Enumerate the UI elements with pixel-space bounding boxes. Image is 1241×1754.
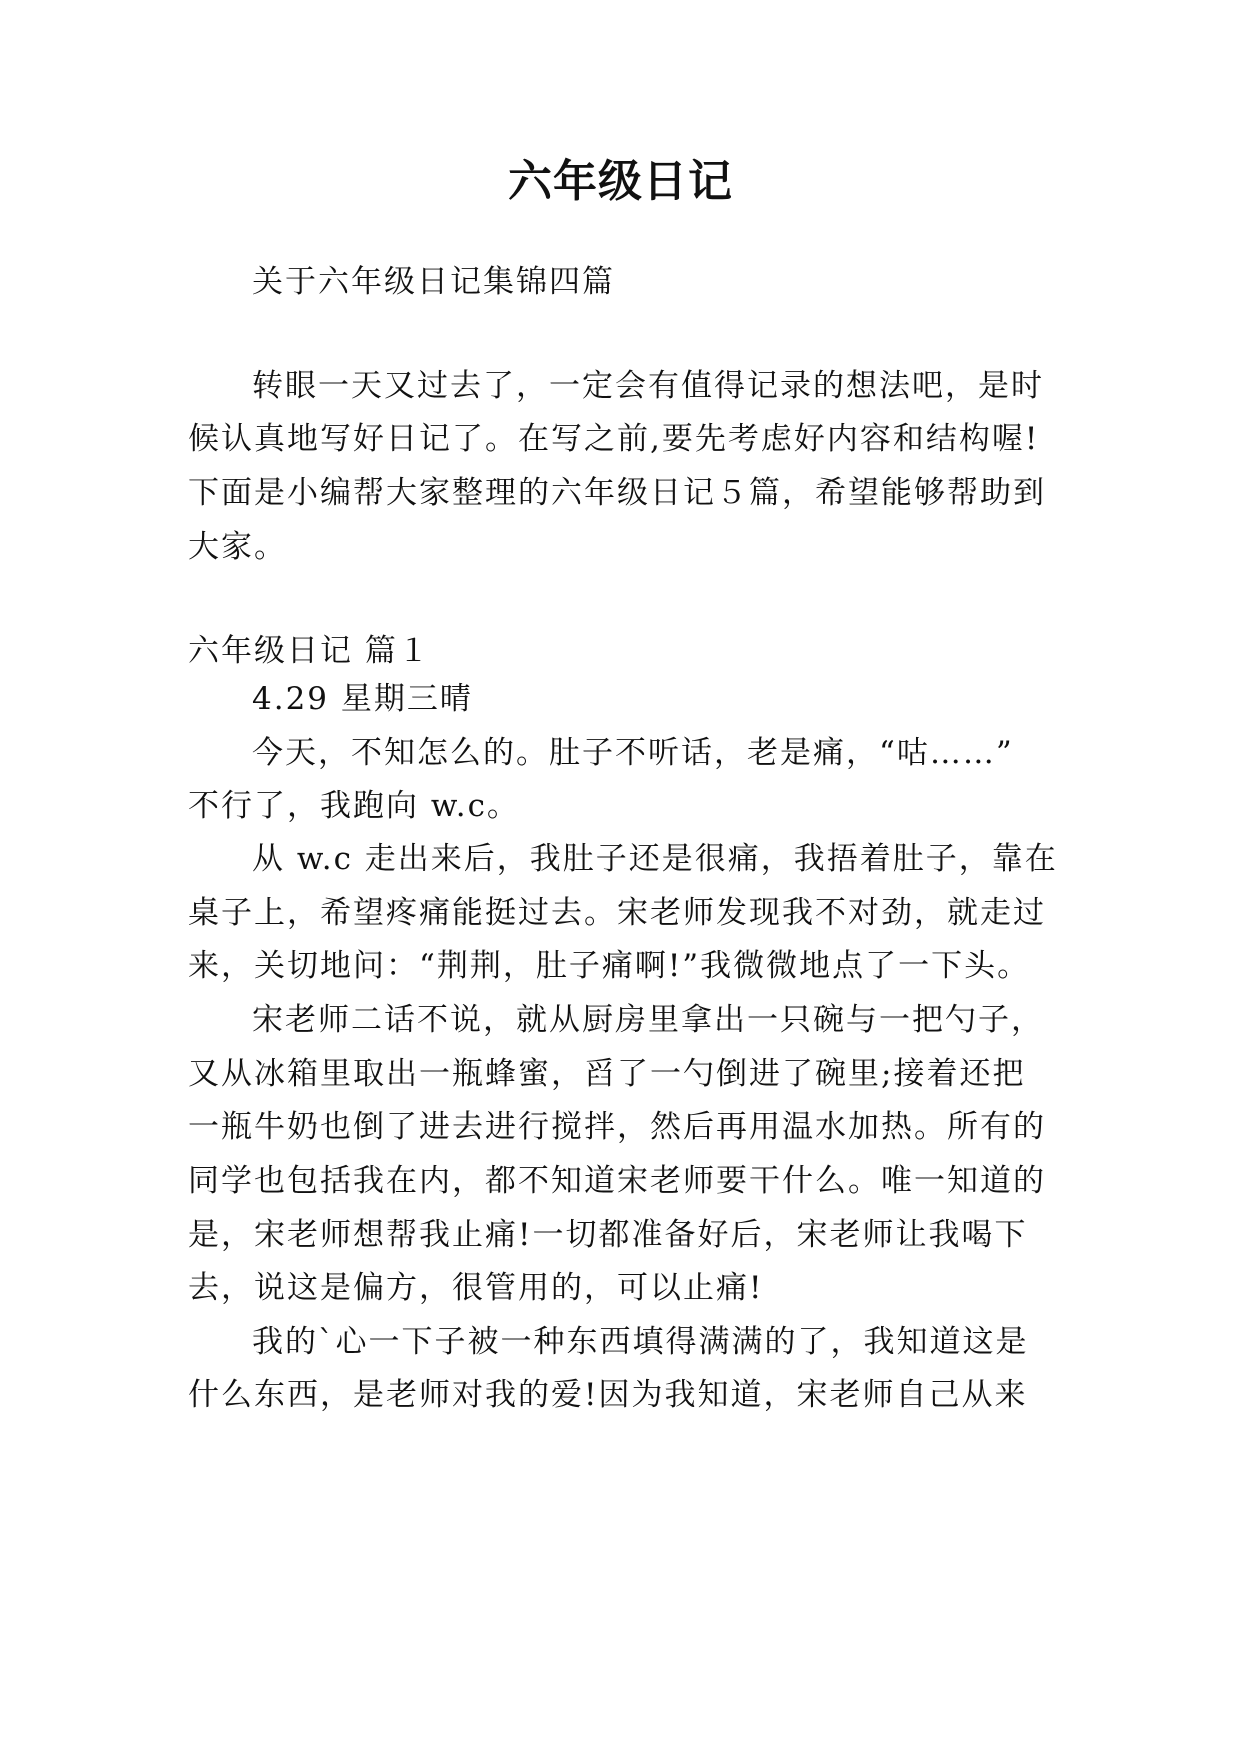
intro-line: 转眼一天又过去了，一定会有值得记录的想法吧，是时 — [252, 368, 1044, 404]
body-line: 从 w.c 走出来后，我肚子还是很痛，我捂着肚子，靠在 — [252, 841, 1058, 877]
body-line: 什么东西，是老师对我的爱!因为我知道，宋老师自己从来 — [188, 1377, 1028, 1413]
date-line: 4.29 星期三晴 — [252, 681, 473, 717]
body-line: 桌子上，希望疼痛能挺过去。宋老师发现我不对劲，就走过 — [188, 895, 1046, 931]
body-line: 不行了，我跑向 w.c。 — [188, 788, 520, 824]
document-title: 六年级日记 — [508, 156, 733, 207]
intro-line: 大家。 — [188, 529, 287, 565]
body-line: 又从冰箱里取出一瓶蜂蜜，舀了一勺倒进了碗里;接着还把 — [188, 1056, 1026, 1092]
body-line: 宋老师二话不说，就从厨房里拿出一只碗与一把勺子， — [252, 1002, 1044, 1038]
body-line: 今天，不知怎么的。肚子不听话，老是痛，“咕……” — [252, 735, 1014, 771]
body-line: 是，宋老师想帮我止痛!一切都准备好后，宋老师让我喝下 — [188, 1217, 1028, 1253]
body-line: 我的`心一下子被一种东西填得满满的了，我知道这是 — [252, 1324, 1029, 1360]
body-line: 去，说这是偏方，很管用的，可以止痛! — [188, 1270, 764, 1306]
body-line: 同学也包括我在内，都不知道宋老师要干什么。唯一知道的 — [188, 1163, 1046, 1199]
intro-line: 下面是小编帮大家整理的六年级日记５篇，希望能够帮助到 — [188, 475, 1046, 511]
body-line: 来，关切地问：“荆荆，肚子痛啊!”我微微地点了一下头。 — [188, 948, 1031, 984]
intro-line: 候认真地写好日记了。在写之前,要先考虑好内容和结构喔! — [188, 421, 1040, 457]
section-heading: 六年级日记 篇１ — [188, 633, 431, 669]
body-line: 一瓶牛奶也倒了进去进行搅拌，然后再用温水加热。所有的 — [188, 1109, 1046, 1145]
subtitle: 关于六年级日记集锦四篇 — [252, 264, 615, 300]
